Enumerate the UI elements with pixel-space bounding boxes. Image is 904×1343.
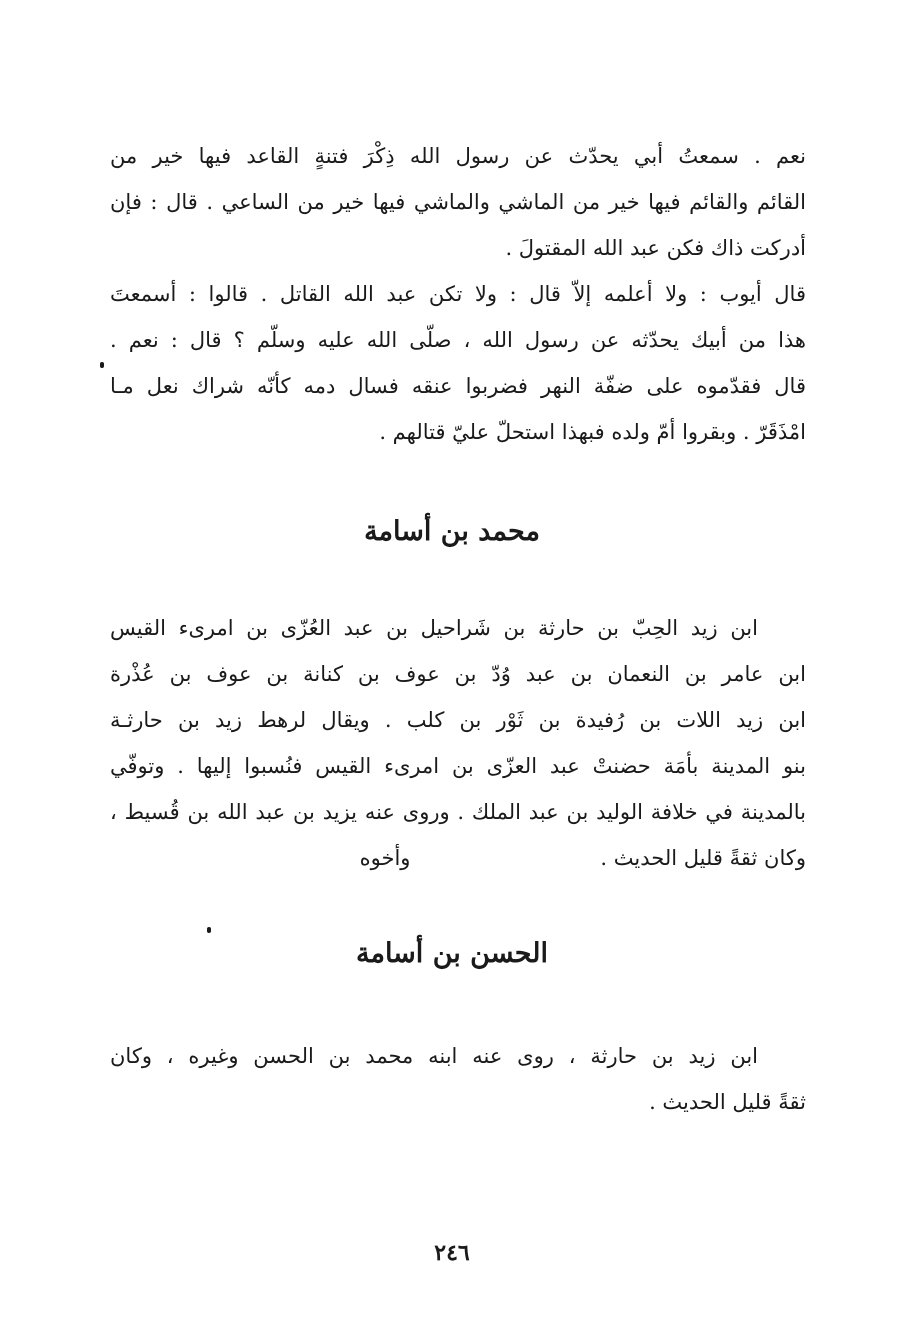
text-line xyxy=(110,835,806,881)
text-line: أدركت ذاك فكن عبد الله المقتولَ . xyxy=(505,236,806,260)
text-fragment: وكان ثقةً قليل الحديث . xyxy=(600,846,806,870)
page-number: ٢٤٦ xyxy=(434,1240,470,1266)
ink-speck xyxy=(100,362,104,368)
paragraph-biography-muhammad xyxy=(110,605,806,881)
text-line: نعم . سمعتُ أبي يحدّث عن رسول الله ذِكْرَ فتنةٍ القاعد فيها خير من xyxy=(110,144,806,168)
text-line: القائم والقائم فيها خير من الماشي والماشي فيها خير من الساعي . قال : فإن xyxy=(110,190,806,214)
text-line: امْذَقَرّ . وبقروا أمّ ولده فبهذا استحلّ عليّ قتالهم . xyxy=(379,420,806,444)
text-line: هذا من أبيك يحدّثه عن رسول الله ، صلّى الله عليه وسلّم ؟ قال : نعم . xyxy=(110,328,806,352)
text-line: ابن زيد الحِبّ بن حارثة بن شَراحيل بن عبد العُزّى بن امرىء القيس xyxy=(110,616,758,640)
text-fragment: وأخوه xyxy=(359,846,411,870)
text-line: قال فقدّموه على ضفّة النهر فضربوا عنقه فسال دمه كأنّه شراك نعل مـا xyxy=(110,374,806,398)
text-line: ابن زيد اللات بن رُفيدة بن ثَوْر بن كلب . ويقال لرهط زيد بن حارثـة xyxy=(110,708,806,732)
text-line: قال أيوب : ولا أعلمه إلاّ قال : ولا تكن عبد الله القاتل . قالوا : أسمعتَ xyxy=(110,282,806,306)
paragraph-biography-hasan xyxy=(110,1033,806,1125)
text-line: ثقةً قليل الحديث . xyxy=(649,1090,806,1114)
text-line: بنو المدينة بأمَة حضنتْ عبد العزّى بن امرىء القيس فنُسبوا إليها . وتوفّي xyxy=(110,754,806,778)
paragraph-intro xyxy=(110,133,806,455)
text-line: بالمدينة في خلافة الوليد بن عبد الملك . وروى عنه يزيد بن عبد الله بن قُسيط ، xyxy=(110,800,806,824)
section-heading: محمد بن أسامة xyxy=(364,516,540,547)
text-line: ابن عامر بن النعمان بن عبد وُدّ بن عوف بن كنانة بن عوف بن عُذْرة xyxy=(110,662,806,686)
section-heading: الحسن بن أسامة xyxy=(356,938,548,969)
ink-speck xyxy=(207,927,211,933)
text-line: ابن زيد بن حارثة ، روى عنه ابنه محمد بن الحسن وغيره ، وكان xyxy=(110,1044,758,1068)
